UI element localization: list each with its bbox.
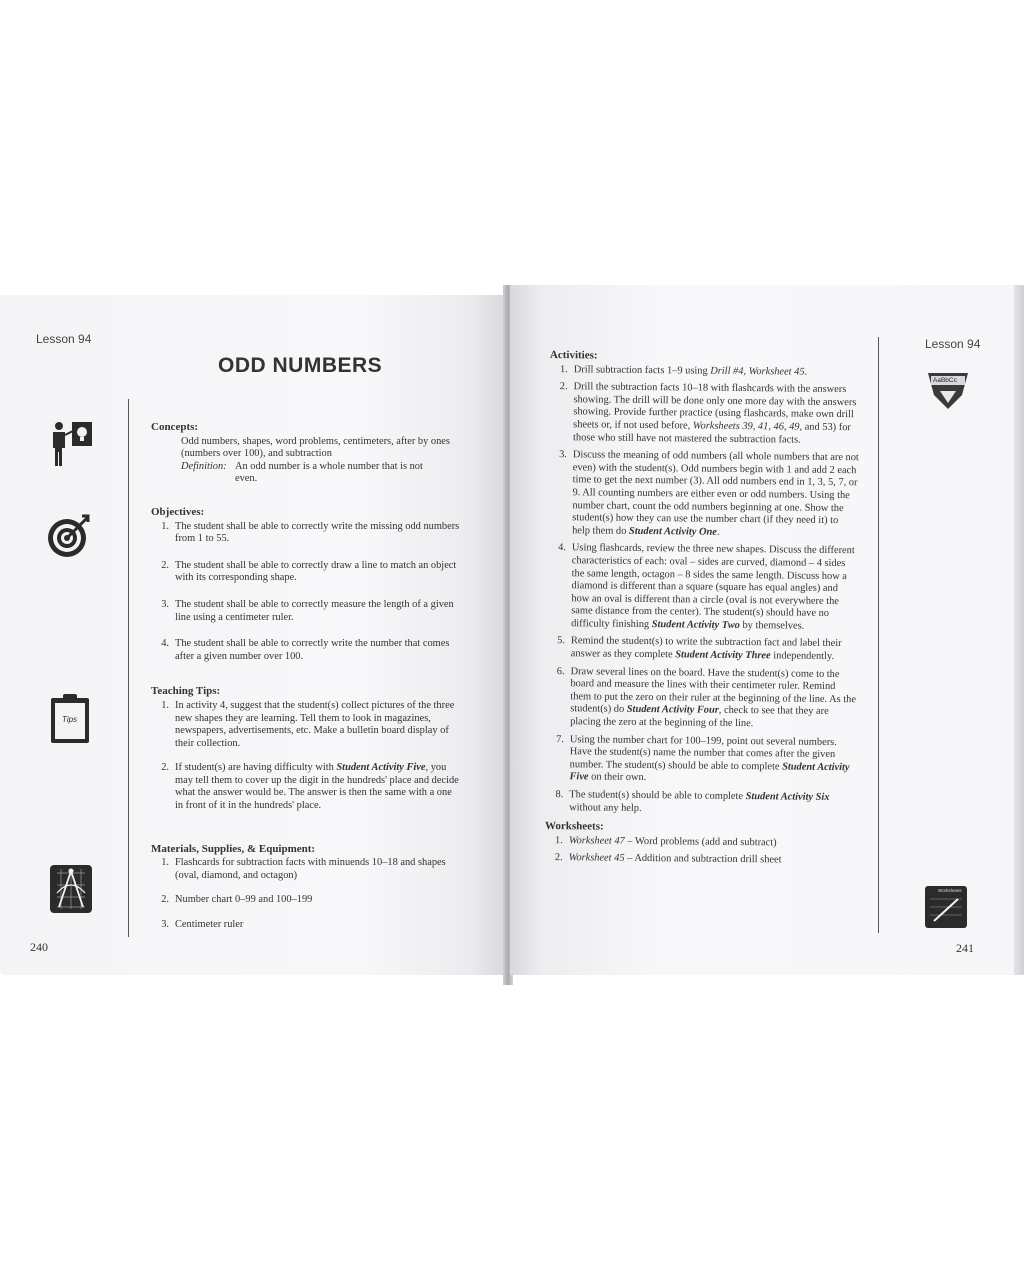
lesson-label: Lesson 94 bbox=[925, 337, 981, 351]
tip-item: 2. If student(s) are having difficulty with Student Activity Five, you may tell them to cover up the digit in the hundreds' place and decide what the answer would be. The answer is then the same with a one in front of it in the hundreds' place. bbox=[161, 762, 459, 812]
tips-clipboard-icon bbox=[49, 693, 91, 745]
objectives-heading: Objectives: bbox=[151, 505, 205, 518]
definition bbox=[151, 461, 461, 486]
column-rule bbox=[878, 337, 879, 933]
teacher-lightbulb-icon bbox=[48, 419, 94, 469]
open-book bbox=[0, 285, 1024, 985]
material-item: 2. Number chart 0–99 and 100–199 bbox=[161, 894, 313, 906]
left-content-column bbox=[151, 421, 461, 940]
worksheets-heading: Worksheets: bbox=[544, 820, 604, 833]
page-title: ODD NUMBERS bbox=[218, 354, 383, 377]
abc-shield-icon bbox=[926, 371, 970, 411]
abc-label: AaBbCc bbox=[933, 377, 957, 384]
worksheet-item: 2. Worksheet 45 – Addition and subtraction drill sheet bbox=[554, 852, 782, 866]
right-content-column bbox=[545, 349, 860, 876]
activity-item: 5. Remind the student(s) to write the subtraction fact and label their answer as they complete Student Activity Three independently. bbox=[557, 635, 842, 663]
concepts-text: Odd numbers, shapes, word problems, centimeters, after by ones (numbers over 100), and subtraction bbox=[181, 435, 450, 460]
tip-item: 1. In activity 4, suggest that the student(s) collect pictures of the three new shapes they are learning. Tell them to look in magazines, newspapers, advertisements, etc. Make a bulletin board display of their collection. bbox=[161, 699, 455, 749]
geometry-tools-icon bbox=[49, 863, 93, 915]
activity-item: 3. Discuss the meaning of odd numbers (all whole numbers that are not even) with the student(s). Odd numbers begin with 1 and add 2 each time to get the next number (3). All odd numbers end in 1, 3, 5, 7, or 9. All counting numbers are either even or odd numbers. Using the number chart, count the odd numbers beginning at one. Show the student(s) how they can use the number chart (if they need it) to help them do Student Activity One. bbox=[559, 449, 859, 538]
objective-item: 1. The student shall be able to correctly write the missing odd numbers from 1 to 55. bbox=[161, 520, 460, 545]
worksheet-item: 1. Worksheet 47 – Word problems (add and subtract) bbox=[555, 834, 777, 849]
worksheets-icon-label: Worksheets bbox=[938, 888, 962, 893]
concepts-heading: Concepts: bbox=[151, 421, 199, 433]
column-rule bbox=[128, 399, 129, 937]
activity-item: 7. Using the number chart for 100–199, point out several numbers. Have the student(s) name the number that comes after the given number. The student(s) should be able to complete Student Activity Five on their own. bbox=[556, 733, 850, 784]
material-item: 3. Centimeter ruler bbox=[161, 919, 244, 931]
tips-label: Tips bbox=[62, 715, 78, 724]
target-icon bbox=[46, 513, 92, 559]
objective-item: 2. The student shall be able to correctly draw a line to match an object with its corresponding shape. bbox=[161, 559, 457, 584]
activity-item: 4. Using flashcards, review the three new shapes. Discuss the different characteristics of each: oval – sides are curved, diamond – 4 sides the same length, octagon – 8 sides the same length. Discuss how a diamond is different than a square (square has equal angles) and how an oval is different than a circle (oval is not everywhere the same distance from the center). The student(s) should have no difficulty finishing Student Activity Two by themselves. bbox=[558, 542, 855, 632]
objective-item: 3. The student shall be able to correctly measure the length of a given line using a centimeter ruler. bbox=[161, 598, 454, 623]
objective-item: 4. The student shall be able to correctly write the number that comes after a given number over 100. bbox=[161, 638, 450, 662]
lesson-label: Lesson 94 bbox=[36, 332, 92, 346]
worksheets-icon bbox=[924, 885, 968, 929]
activities-heading: Activities: bbox=[549, 349, 598, 362]
activity-item: 1. Drill subtraction facts 1–9 using Drill #4, Worksheet 45. bbox=[559, 363, 808, 378]
activity-item: 2. Drill the subtraction facts 10–18 with flashcards with the answers showing. The drill will be done only one more day with the answers showing. Provide further practice (using flashcards, make own drill sheets or, if not used before, Worksheets 39, 41, 46, 49, and 53) for those who still have not mastered the subtraction facts. bbox=[559, 381, 857, 446]
definition-label: Definition: bbox=[181, 460, 227, 472]
teaching-tips-heading: Teaching Tips: bbox=[151, 685, 221, 698]
material-item: 1. Flashcards for subtraction facts with minuends 10–18 and shapes (oval, diamond, and octagon) bbox=[161, 857, 446, 881]
activity-item: 6. Draw several lines on the board. Have the student(s) come to the board and measure the lines with their centimeter ruler. Remind them to put the zero on their ruler at the beginning of the line. As the student(s) do Student Activity Four, check to see that they are placing the zero at the beginning of the line. bbox=[556, 665, 857, 730]
page-number: 240 bbox=[30, 940, 48, 954]
right-page bbox=[510, 285, 1024, 975]
definition-text: An odd number is a whole number that is not even. bbox=[235, 460, 423, 485]
left-page bbox=[0, 295, 510, 975]
activity-item: 8. The student(s) should be able to complete Student Activity Six without any help. bbox=[555, 789, 830, 814]
materials-heading: Materials, Supplies, & Equipment: bbox=[151, 842, 316, 855]
page-number: 241 bbox=[956, 941, 974, 955]
